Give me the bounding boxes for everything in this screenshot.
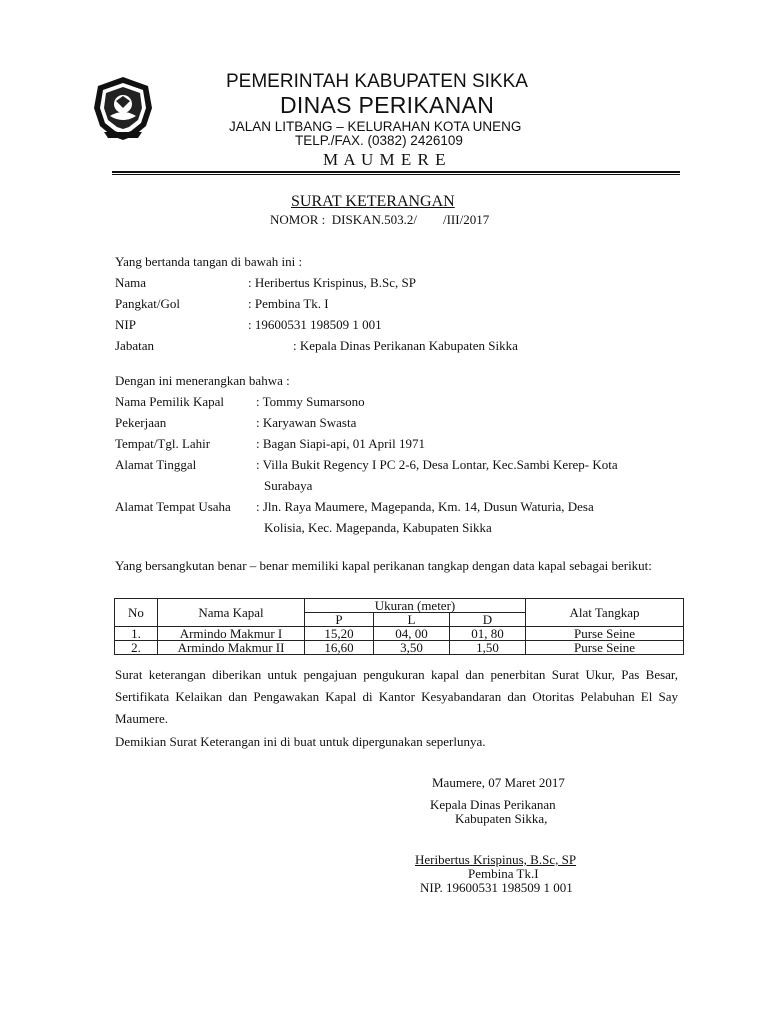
signer-name-label: Nama xyxy=(115,275,147,290)
header-city: M A U M E R E xyxy=(323,150,447,169)
signer-nip-value: : 19600531 198509 1 001 xyxy=(248,317,382,332)
cell-length: 16,60 xyxy=(305,641,374,655)
signer-position-value: : Kepala Dinas Perikanan Kabupaten Sikka xyxy=(293,338,518,353)
owner-birth-label: Tempat/Tgl. Lahir xyxy=(115,436,211,451)
ownership-statement: Yang bersangkutan benar – benar memiliki kapal perikanan tangkap dengan data kapal sebagai berikut: xyxy=(115,558,652,573)
regency-emblem-logo xyxy=(88,74,158,142)
owner-name-label: Nama Pemilik Kapal xyxy=(115,394,225,409)
header-government: PEMERINTAH KABUPATEN SIKKA xyxy=(226,71,528,92)
owner-job-label: Pekerjaan xyxy=(115,415,167,430)
owner-job-value: : Karyawan Swasta xyxy=(256,415,357,430)
signer-rank-value: : Pembina Tk. I xyxy=(248,296,329,311)
th-length: P xyxy=(305,613,374,627)
signatory-nip: NIP. 19600531 198509 1 001 xyxy=(420,880,573,895)
header-address: JALAN LITBANG – KELURAHAN KOTA UNENG xyxy=(229,119,522,134)
header-rule-thick xyxy=(112,171,680,173)
purpose-paragraph: Surat keterangan diberikan untuk pengajuan pengukuran kapal dan penerbitan Surat Ukur, Pas Besar, Sertifikata Kelaikan dan Pengawakan Kapal di Kantor Kesyabandaran dan Otoritas Pelabuhan El Say Maumere. xyxy=(115,667,678,726)
signer-nip-label: NIP xyxy=(115,317,136,332)
cell-length: 15,20 xyxy=(305,627,374,641)
signer-name-value: : Heribertus Krispinus, B.Sc, SP xyxy=(248,275,416,290)
th-no: No xyxy=(115,599,158,627)
owner-business-label: Alamat Tempat Usaha xyxy=(115,499,231,514)
cell-ship-name: Armindo Makmur I xyxy=(158,627,305,641)
owner-address-label: Alamat Tinggal xyxy=(115,457,197,472)
cell-width: 04, 00 xyxy=(374,627,450,641)
cell-fishing-gear: Purse Seine xyxy=(526,627,684,641)
document-number: NOMOR : DISKAN.503.2/ /III/2017 xyxy=(270,212,490,227)
cell-depth: 1,50 xyxy=(450,641,526,655)
signer-position-label: Jabatan xyxy=(115,338,154,353)
header-phone: TELP./FAX. (0382) 2426109 xyxy=(295,133,463,148)
th-ship-name: Nama Kapal xyxy=(158,599,305,627)
th-depth: D xyxy=(450,613,526,627)
owner-business-value-line1: : Jln. Raya Maumere, Magepanda, Km. 14, Dusun Waturia, Desa xyxy=(256,499,594,514)
place-date: Maumere, 07 Maret 2017 xyxy=(432,775,565,790)
cell-no: 2. xyxy=(115,641,158,655)
owner-address-value-line2: Surabaya xyxy=(264,478,313,493)
declares-text: Dengan ini menerangkan bahwa : xyxy=(115,373,290,388)
th-size: Ukuran (meter) xyxy=(305,599,526,613)
owner-birth-value: : Bagan Siapi-api, 01 April 1971 xyxy=(256,436,425,451)
cell-width: 3,50 xyxy=(374,641,450,655)
cell-no: 1. xyxy=(115,627,158,641)
header-office: DINAS PERIKANAN xyxy=(280,92,495,118)
header-rule-thin xyxy=(112,174,680,175)
signer-title-line2: Kabupaten Sikka, xyxy=(455,811,548,826)
document-title: SURAT KETERANGAN xyxy=(291,193,455,210)
owner-name-value: : Tommy Sumarsono xyxy=(256,394,365,409)
th-width: L xyxy=(374,613,450,627)
cell-depth: 01, 80 xyxy=(450,627,526,641)
signatory-rank: Pembina Tk.I xyxy=(468,866,539,881)
cell-fishing-gear: Purse Seine xyxy=(526,641,684,655)
owner-address-value-line1: : Villa Bukit Regency I PC 2-6, Desa Lontar, Kec.Sambi Kerep- Kota xyxy=(256,457,618,472)
cell-ship-name: Armindo Makmur II xyxy=(158,641,305,655)
signer-title-line1: Kepala Dinas Perikanan xyxy=(430,797,556,812)
table-row xyxy=(115,641,684,655)
ship-data-table xyxy=(114,598,684,655)
intro-text: Yang bertanda tangan di bawah ini : xyxy=(115,254,303,269)
signatory-name: Heribertus Krispinus, B.Sc, SP xyxy=(415,852,577,867)
closing-text: Demikian Surat Keterangan ini di buat untuk dipergunakan seperlunya. xyxy=(115,734,486,749)
th-fishing-gear: Alat Tangkap xyxy=(526,599,684,627)
table-row xyxy=(115,627,684,641)
signer-rank-label: Pangkat/Gol xyxy=(115,296,180,311)
owner-business-value-line2: Kolisia, Kec. Magepanda, Kabupaten Sikka xyxy=(264,520,492,535)
